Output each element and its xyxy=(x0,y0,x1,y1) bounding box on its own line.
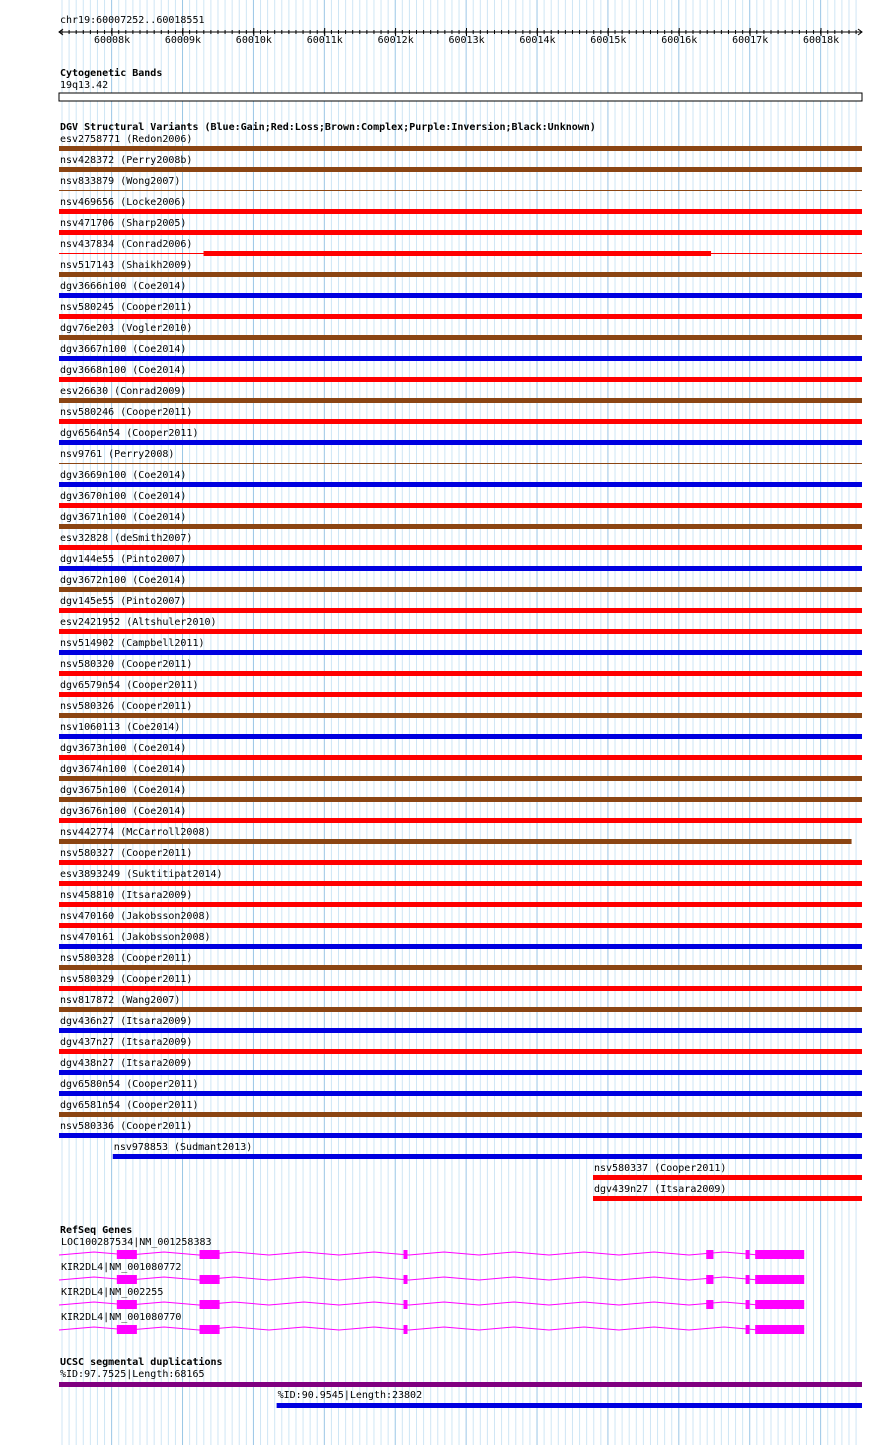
dgv-feature-label: nsv580336 (Cooper2011) xyxy=(60,1121,193,1132)
dgv-feature-label: nsv470161 (Jakobsson2008) xyxy=(60,932,211,943)
refseq-transcript-label: KIR2DL4|NM_001080772 xyxy=(61,1262,182,1273)
dgv-feature-label: dgv3671n100 (Coe2014) xyxy=(60,512,187,523)
dgv-feature-label: dgv3674n100 (Coe2014) xyxy=(60,764,187,775)
ruler-tick-label: 60017k xyxy=(732,35,769,46)
dgv-feature-label: esv3893249 (Suktitipat2014) xyxy=(60,869,223,880)
dgv-feature-label: nsv471706 (Sharp2005) xyxy=(60,218,187,229)
dgv-feature-label: nsv428372 (Perry2008b) xyxy=(60,155,193,166)
dgv-feature-label: nsv9761 (Perry2008) xyxy=(60,449,175,460)
dgv-feature-label: dgv144e55 (Pinto2007) xyxy=(60,554,187,565)
dgv-feature-label: nsv517143 (Shaikh2009) xyxy=(60,260,193,271)
dgv-feature-label: nsv1060113 (Coe2014) xyxy=(60,722,181,733)
dgv-feature-label: dgv6580n54 (Cooper2011) xyxy=(60,1079,199,1090)
dgv-feature-label: nsv978853 (Sudmant2013) xyxy=(113,1142,253,1153)
dgv-feature-label: nsv580245 (Cooper2011) xyxy=(60,302,193,313)
dgv-feature-label: dgv145e55 (Pinto2007) xyxy=(60,596,187,607)
dgv-feature-label: nsv580246 (Cooper2011) xyxy=(60,407,193,418)
dgv-feature-label: nsv458810 (Itsara2009) xyxy=(60,890,193,901)
dgv-feature-label: dgv3672n100 (Coe2014) xyxy=(60,575,187,586)
refseq-transcript-label: LOC100287534|NM_001258383 xyxy=(61,1237,212,1248)
track-title-cytoband: Cytogenetic Bands xyxy=(60,68,163,79)
dgv-feature-label: dgv3675n100 (Coe2014) xyxy=(60,785,187,796)
ruler-tick-label: 60011k xyxy=(306,35,343,46)
ruler-tick-label: 60009k xyxy=(164,35,202,46)
dgv-feature-label: dgv3667n100 (Coe2014) xyxy=(60,344,187,355)
dgv-feature-label: dgv3666n100 (Coe2014) xyxy=(60,281,187,292)
dgv-feature-label: nsv469656 (Locke2006) xyxy=(60,197,187,208)
dgv-feature-label: nsv580328 (Cooper2011) xyxy=(60,953,193,964)
dgv-feature-label: nsv580329 (Cooper2011) xyxy=(60,974,193,985)
dgv-feature-label: dgv3676n100 (Coe2014) xyxy=(60,806,187,817)
dgv-feature-label: nsv470160 (Jakobsson2008) xyxy=(60,911,211,922)
ruler-tick-label: 60016k xyxy=(661,35,698,46)
coordinate-readout: chr19:60007252..60018551 xyxy=(60,15,205,26)
track-title-dgv: DGV Structural Variants (Blue:Gain;Red:Loss;Brown:Complex;Purple:Inversion;Black:Unknown) xyxy=(60,122,596,133)
dgv-feature-label: nsv437834 (Conrad2006) xyxy=(60,239,193,250)
ruler-tick-label: 60010k xyxy=(235,35,272,46)
dgv-feature-label: dgv3673n100 (Coe2014) xyxy=(60,743,187,754)
dgv-feature-label: nsv580327 (Cooper2011) xyxy=(60,848,193,859)
dgv-feature-label: nsv817872 (Wang2007) xyxy=(60,995,181,1006)
dgv-feature-label: dgv6579n54 (Cooper2011) xyxy=(60,680,199,691)
segdup-feature-label: %ID:97.7525|Length:68165 xyxy=(60,1369,205,1380)
dgv-feature-label: esv2758771 (Redon2006) xyxy=(60,134,193,145)
cytoband-name: 19q13.42 xyxy=(60,80,109,91)
ruler-tick-label: 60015k xyxy=(590,35,627,46)
dgv-feature-label: esv32828 (deSmith2007) xyxy=(60,533,193,544)
dgv-feature-label: nsv833879 (Wong2007) xyxy=(60,176,181,187)
ruler-tick-label: 60014k xyxy=(519,35,556,46)
dgv-feature-label: dgv3670n100 (Coe2014) xyxy=(60,491,187,502)
dgv-feature-label: dgv438n27 (Itsara2009) xyxy=(60,1058,193,1069)
dgv-feature-label: dgv3669n100 (Coe2014) xyxy=(60,470,187,481)
dgv-feature-label: nsv580326 (Cooper2011) xyxy=(60,701,193,712)
dgv-feature-label: dgv436n27 (Itsara2009) xyxy=(60,1016,193,1027)
dgv-feature-label: dgv6564n54 (Cooper2011) xyxy=(60,428,199,439)
segdup-feature-label: %ID:90.9545|Length:23802 xyxy=(277,1390,423,1401)
dgv-feature-label: dgv437n27 (Itsara2009) xyxy=(60,1037,193,1048)
refseq-transcript-label: KIR2DL4|NM_002255 xyxy=(61,1287,164,1298)
dgv-feature-label: dgv439n27 (Itsara2009) xyxy=(593,1184,727,1195)
dgv-feature-label: dgv6581n54 (Cooper2011) xyxy=(60,1100,199,1111)
dgv-feature-label: nsv580337 (Cooper2011) xyxy=(593,1163,727,1174)
dgv-feature-label: esv2421952 (Altshuler2010) xyxy=(60,617,217,628)
refseq-transcript-label: KIR2DL4|NM_001080770 xyxy=(61,1312,182,1323)
track-title-refseq: RefSeq Genes xyxy=(60,1225,133,1236)
dgv-feature-label: esv26630 (Conrad2009) xyxy=(60,386,187,397)
ruler-tick-label: 60018k xyxy=(803,35,840,46)
dgv-feature-label: nsv514902 (Campbell2011) xyxy=(60,638,205,649)
track-title-segdups: UCSC segmental duplications xyxy=(60,1357,223,1368)
ruler-tick-label: 60012k xyxy=(377,35,414,46)
dgv-feature-label: dgv76e203 (Vogler2010) xyxy=(60,323,193,334)
ruler-tick-label: 60008k xyxy=(94,35,131,46)
dgv-feature-label: nsv580320 (Cooper2011) xyxy=(60,659,193,670)
dgv-feature-label: dgv3668n100 (Coe2014) xyxy=(60,365,187,376)
ruler-tick-label: 60013k xyxy=(448,35,485,46)
dgv-feature-label: nsv442774 (McCarroll2008) xyxy=(60,827,211,838)
